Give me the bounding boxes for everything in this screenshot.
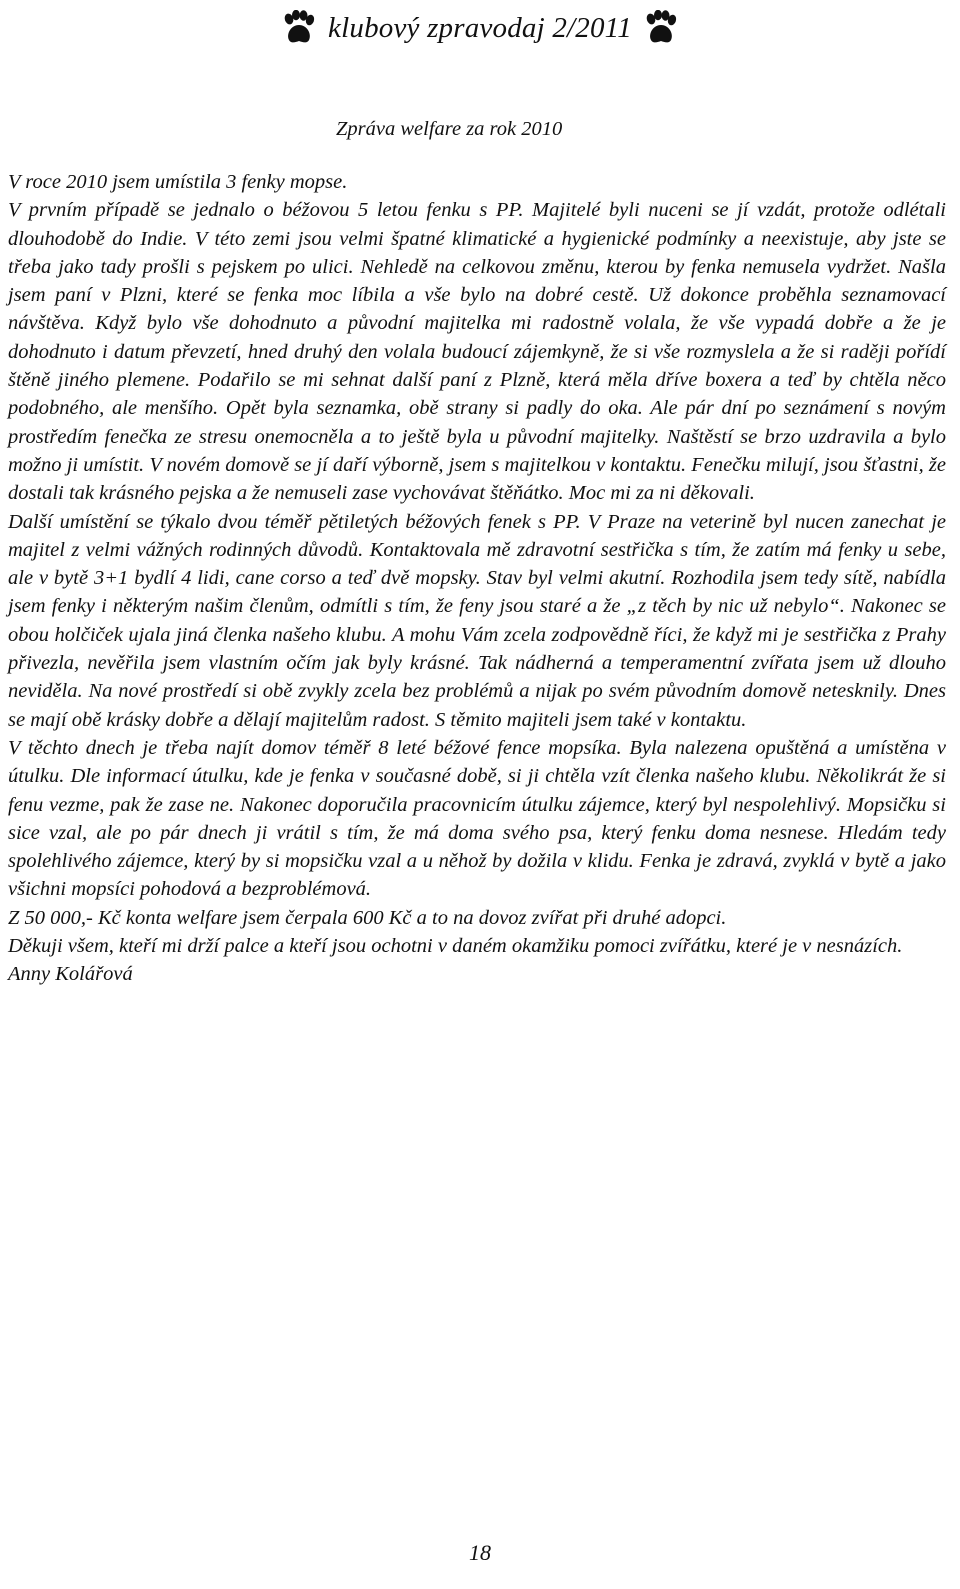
page-header xyxy=(0,6,960,50)
article-paragraph: V těchto dnech je třeba najít domov téměř 8 leté béžové fence mopsíka. Byla nalezena opuštěná a umístěna v útulku. Dle informací útulku, kde je fenka v současné době, si ji chtěla vzít členka našeho klubu. Několikrát že si fenu vezme, pak že zase ne. Nakonec doporučila pracovnicím útulku zájemce, který byl nespolehlivý. Mopsičku si sice vzal, ale po pár dnech ji vrátil s tím, že má doma svého psa, který fenku doma nesnese. Hledám tedy spolehlivého zájemce, který by si mopsičku vzal a u něhož by dožila v klidu. Fenka je zdravá, zvyklá v bytě a jako všichni mopsíci pohodová a bezproblémová. xyxy=(8,736,946,901)
paw-print-icon xyxy=(644,10,678,46)
article-title: Zpráva welfare za rok 2010 xyxy=(336,118,563,140)
paw-print-icon xyxy=(282,10,316,46)
article-paragraph: Další umístění se týkalo dvou téměř pětiletých béžových fenek s PP. V Praze na veterině byl nucen zanechat je majitel z velmi vážných rodinných důvodů. Kontaktovala mě zdravotní sestřička s tím, že zatím má fenky u sebe, ale v bytě 3+1 bydlí 4 lidi, cane corso a teď dvě mopsky. Stav byl velmi akutní. Rozhodila jsem tedy sítě, nabídla jsem fenky i některým našim členům, odmítli s tím, že feny jsou staré a že „z těch by nic už nebylo“. Nakonec se obou holčiček ujala jiná členka našeho klubu. A mohu Vám zcela zodpovědně říci, že když mi je sestřička z Prahy přivezla, nevěřila jsem vlastním očím jak byly krásné. Tak nádherná a temperamentní zvířata jsem už dlouho neviděla. Na nové prostředí si obě zvykly zcela bez problémů a nijak po svém původním domově netesknily. Dnes se mají obě krásky dobře a dělají majitelům radost. S těmito majiteli jsem také v kontaktu. xyxy=(8,510,946,731)
article-paragraph: V prvním případě se jednalo o béžovou 5 letou fenku s PP. Majitelé byli nuceni se jí vzdát, protože odlétali dlouhodobě do Indie. V této zemi jsou velmi špatné klimatické a hygienické podmínky a neexistuje, aby jste se třeba jako tady prošli s pejskem po ulici. Nehledě na celkovou změnu, kterou by fenka nemusela vydržet. Našla jsem paní v Plzni, které se fenka moc líbila a vše bylo na dobré cestě. Už dokonce proběhla seznamovací návštěva. Když bylo vše dohodnuto a původní majitelka mi radostně volala, že vše vypadá dobře a že je dohodnuto i datum převzetí, hned druhý den volala budoucí zájemkyně, že si vše rozmyslela a že si raději pořídí štěně jiného plemene. Podařilo se mi sehnat další paní z Plzně, která měla dříve boxera a teď by chtěla něco podobného, ale menšího. Opět byla seznamka, obě strany si padly do oka. Ale pár dní po seznámení s novým prostředím fenečka ze stresu onemocněla a to ještě byla u původní majitelky. Naštěstí se brzo uzdravila a bylo možno ji umístit. V novém domově se jí daří výborně, jsem s majitelkou v kontaktu. Fenečku milují, jsou šťastni, že dostali tak krásného pejska a že nemuseli zase vychovávat štěňátko. Moc mi za ni děkovali. xyxy=(8,199,946,505)
page-number: 18 xyxy=(469,1540,491,1565)
newsletter-title: klubový zpravodaj 2/2011 xyxy=(328,11,632,44)
author-signature: Anny Kolářová xyxy=(8,963,133,986)
article-paragraph: Z 50 000,- Kč konta welfare jsem čerpala 600 Kč a to na dovoz zvířat při druhé adopci. xyxy=(8,906,727,929)
article-paragraph: Děkuji všem, kteří mi drží palce a kteří jsou ochotni v daném okamžiku pomoci zvířátku, které je v nesnázích. xyxy=(8,935,903,958)
article xyxy=(8,112,946,989)
article-paragraph: V roce 2010 jsem umístila 3 fenky mopse. xyxy=(8,171,348,193)
